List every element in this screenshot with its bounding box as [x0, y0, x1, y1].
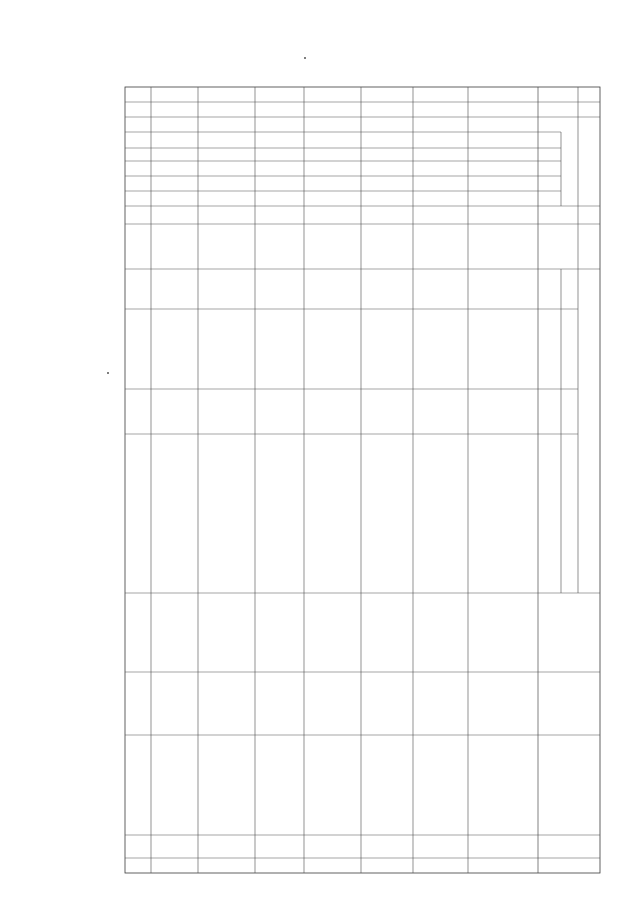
table-rotated: [125, 87, 600, 873]
table-border: [125, 87, 600, 873]
